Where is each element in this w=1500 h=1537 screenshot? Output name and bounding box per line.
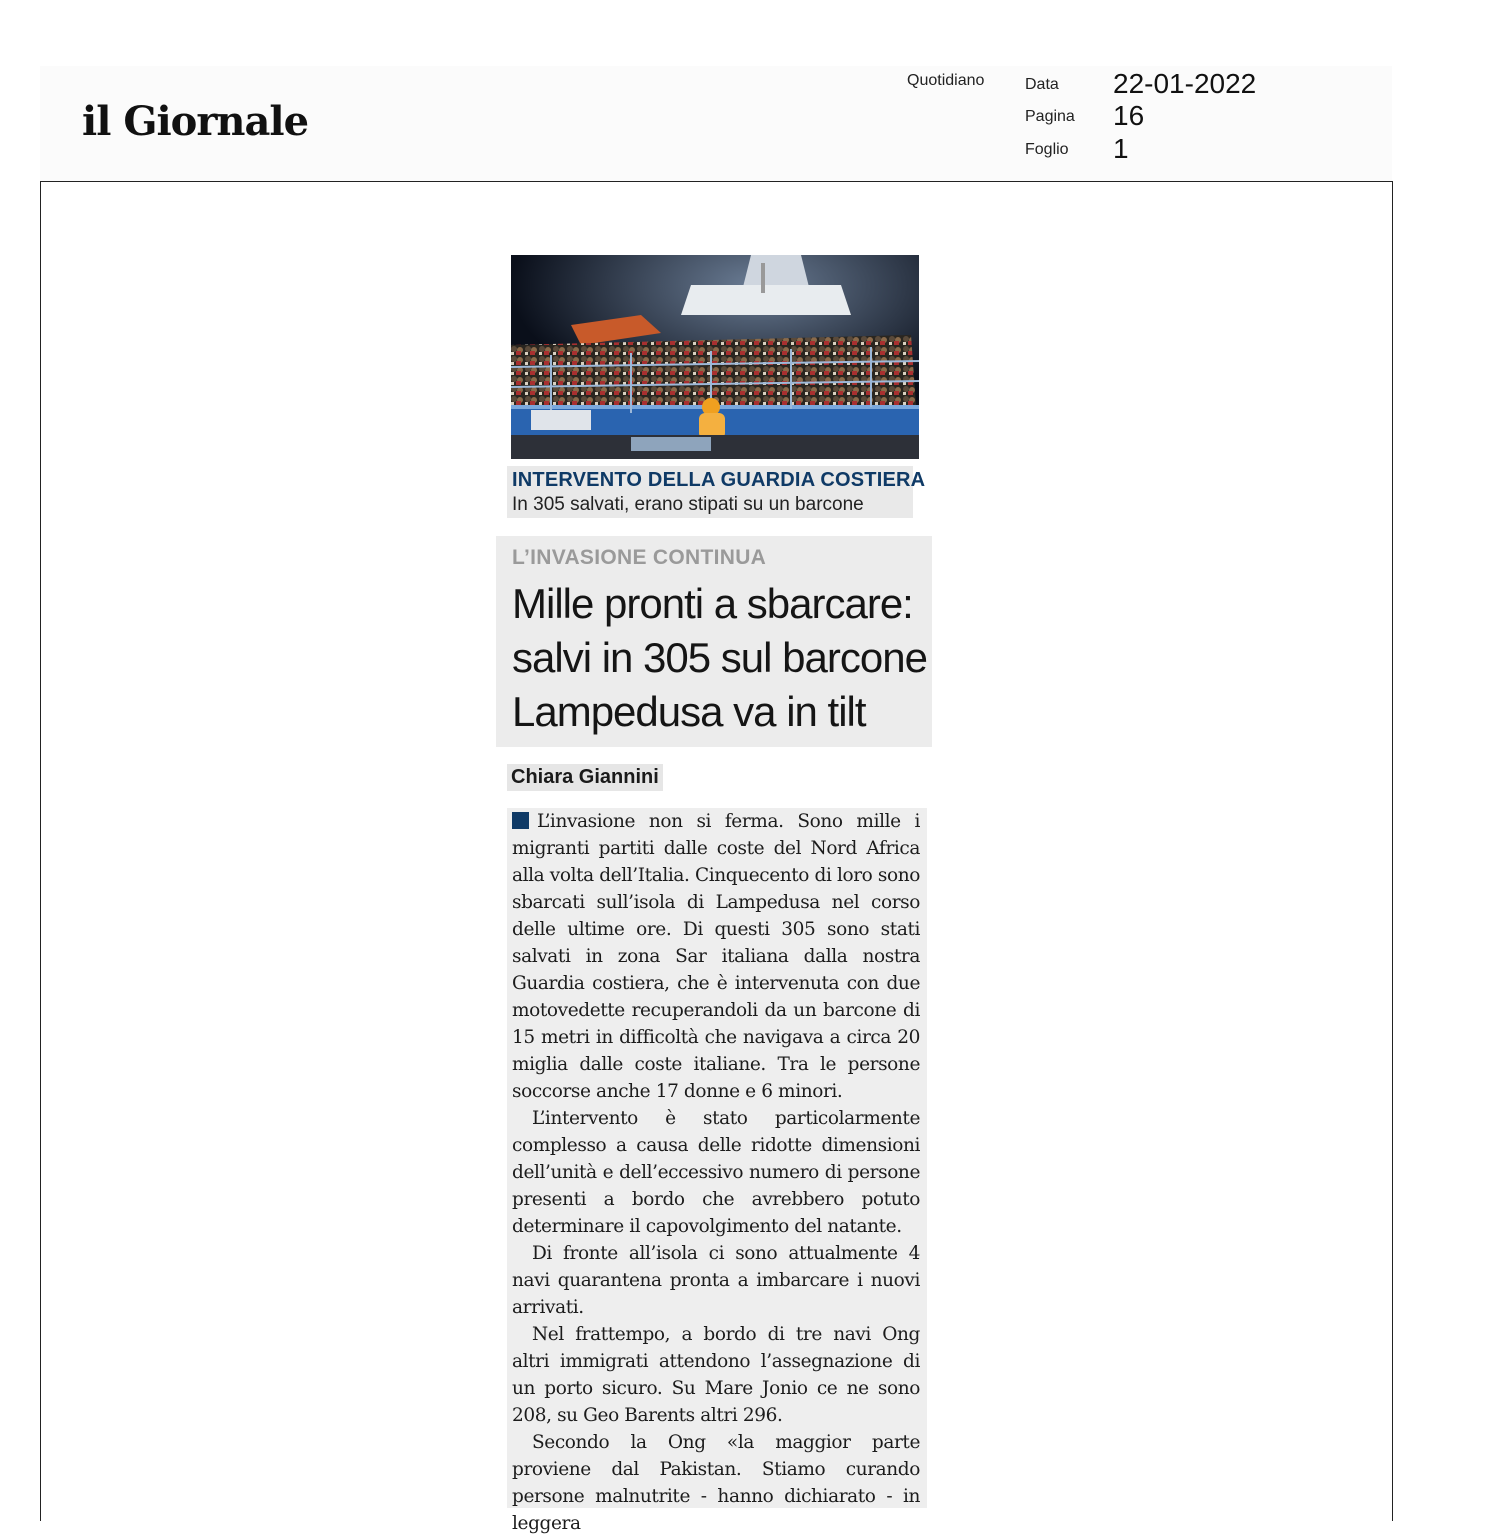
- photo-caption-subtitle: In 305 salvati, erano stipati su un barcone: [512, 494, 864, 515]
- date-value: 22-01-2022: [1113, 68, 1257, 99]
- article-paragraph: Nel frattempo, a bordo di tre navi Ong altri immigrati attendono l’assegnazione di un porto sicuro. Su Mare Jonio ce ne sono 208, su Geo Barents altri 296.: [512, 1324, 920, 1426]
- rescue-photo: [511, 255, 919, 459]
- lead-square-icon: [512, 812, 529, 829]
- article-paragraph: L’invasione non si ferma. Sono mille i migranti partiti dalle coste del Nord Africa alla volta dell’Italia. Cinquecento di loro sono sbarcati sull’isola di Lampedusa nel corso delle ultime ore. Di questi 305 sono stati salvati in zona Sar italiana dalla nostra Guardia costiera, che è intervenuta con due motovedette recuperandoli da un barcone di 15 metri in difficoltà che navigava a circa 20 miglia dalle coste italiane. Tra le persone soccorse anche 17 donne e 6 minori.: [512, 811, 920, 1102]
- headline-line: Lampedusa va in tilt: [512, 688, 866, 735]
- article-kicker: L’INVASIONE CONTINUA: [512, 546, 767, 569]
- headline-line: Mille pronti a sbarcare:: [512, 580, 913, 627]
- page-label: Pagina: [1025, 108, 1075, 125]
- article-body: [512, 808, 920, 1537]
- sheet-value: 1: [1113, 133, 1129, 164]
- publication-type: Quotidiano: [907, 72, 985, 89]
- date-label: Data: [1025, 76, 1059, 93]
- article-paragraph: L’intervento è stato particolarmente complesso a causa delle ridotte dimensioni dell’unità e dell’eccessivo numero di persone presenti a bordo che avrebbero potuto determinare il capovolgimento del natante.: [512, 1108, 920, 1237]
- photo-caption-title: INTERVENTO DELLA GUARDIA COSTIERA: [512, 469, 926, 491]
- page-value: 16: [1113, 100, 1145, 131]
- byline: Chiara Giannini: [507, 764, 663, 791]
- sheet-label: Foglio: [1025, 141, 1069, 158]
- masthead-logo: il Giornale: [82, 98, 309, 145]
- article-paragraph: Secondo la Ong «la maggior parte proviene dal Pakistan. Stiamo curando persone malnutrite - hanno dichiarato - in leggera: [512, 1432, 920, 1534]
- headline-line: salvi in 305 sul barcone: [512, 634, 927, 681]
- article-paragraph: Di fronte all’isola ci sono attualmente 4 navi quarantena pronta a imbarcare i nuovi arrivati.: [512, 1243, 920, 1318]
